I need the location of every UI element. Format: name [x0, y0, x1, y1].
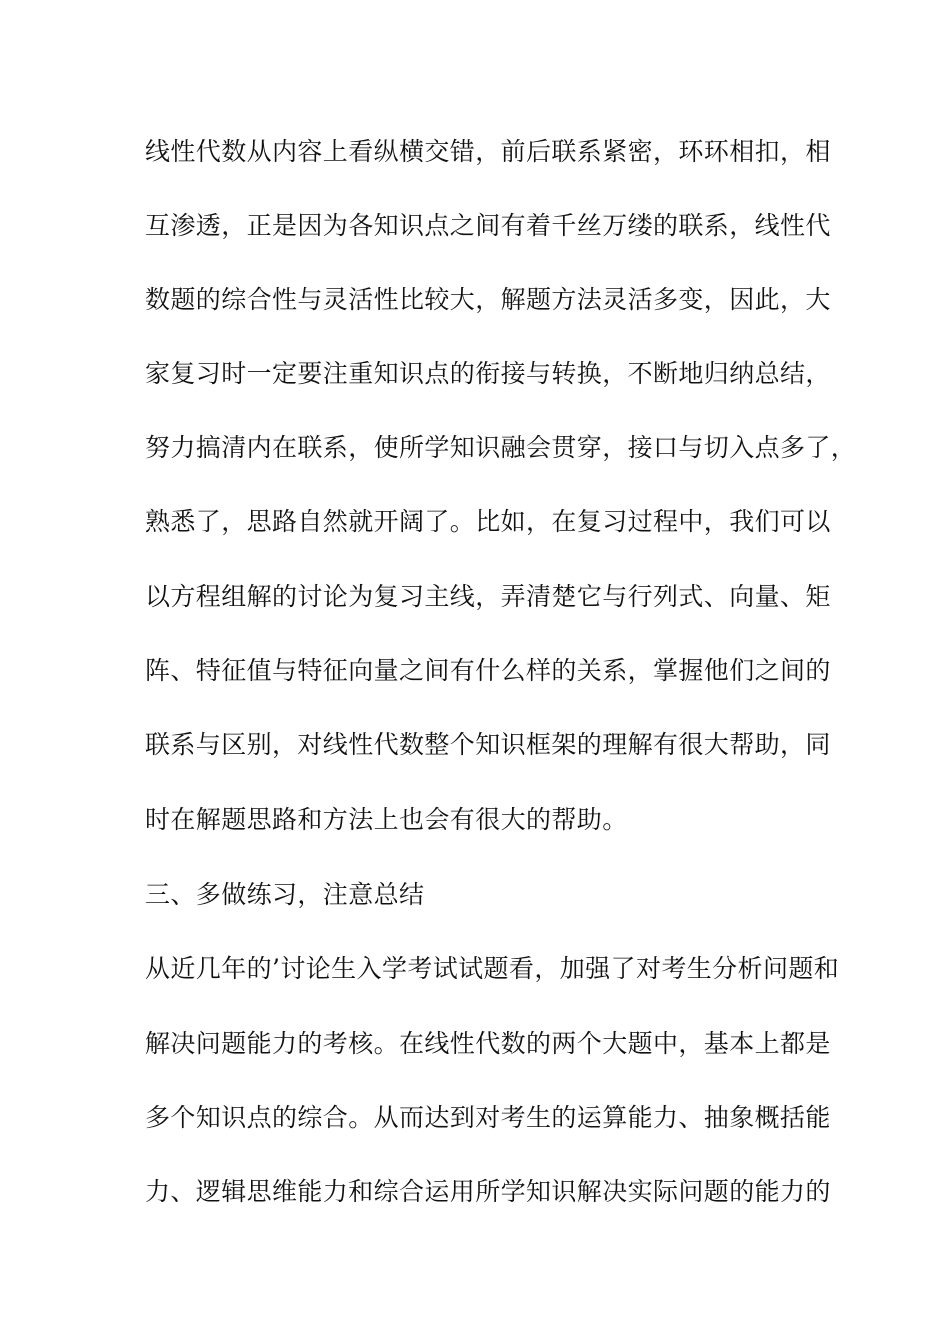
- paragraph-line: 多个知识点的综合。从而达到对考生的运算能力、抽象概括能: [145, 1103, 831, 1132]
- section-heading: 三、多做练习，注意总结: [145, 880, 425, 909]
- paragraph-line: 努力搞清内在联系，使所学知识融会贯穿，接口与切入点多了，: [145, 433, 857, 462]
- paragraph-line: 互渗透，正是因为各知识点之间有着千丝万缕的联系，线性代: [145, 211, 831, 240]
- paragraph-line: 从近几年的’讨论生入学考试试题看，加强了对考生分析问题和: [145, 954, 840, 983]
- paragraph-line: 线性代数从内容上看纵横交错，前后联系紧密，环环相扣，相: [145, 137, 831, 166]
- paragraph-line: 数题的综合性与灵活性比较大，解题方法灵活多变，因此，大: [145, 285, 831, 314]
- paragraph-line: 家复习时一定要注重知识点的衔接与转换，不断地归纳总结，: [145, 359, 831, 388]
- paragraph-line: 解决问题能力的考核。在线性代数的两个大题中，基本上都是: [145, 1029, 831, 1058]
- paragraph-line: 联系与区别，对线性代数整个知识框架的理解有很大帮助，同: [145, 730, 831, 759]
- paragraph-line: 时在解题思路和方法上也会有很大的帮助。: [145, 805, 628, 834]
- paragraph-line: 以方程组解的讨论为复习主线，弄清楚它与行列式、向量、矩: [145, 582, 831, 611]
- paragraph-line: 阵、特征值与特征向量之间有什么样的关系，掌握他们之间的: [145, 656, 831, 685]
- paragraph-line: 熟悉了，思路自然就开阔了。比如，在复习过程中，我们可以: [145, 507, 831, 536]
- paragraph-line: 力、逻辑思维能力和综合运用所学知识解决实际问题的能力的: [145, 1177, 831, 1206]
